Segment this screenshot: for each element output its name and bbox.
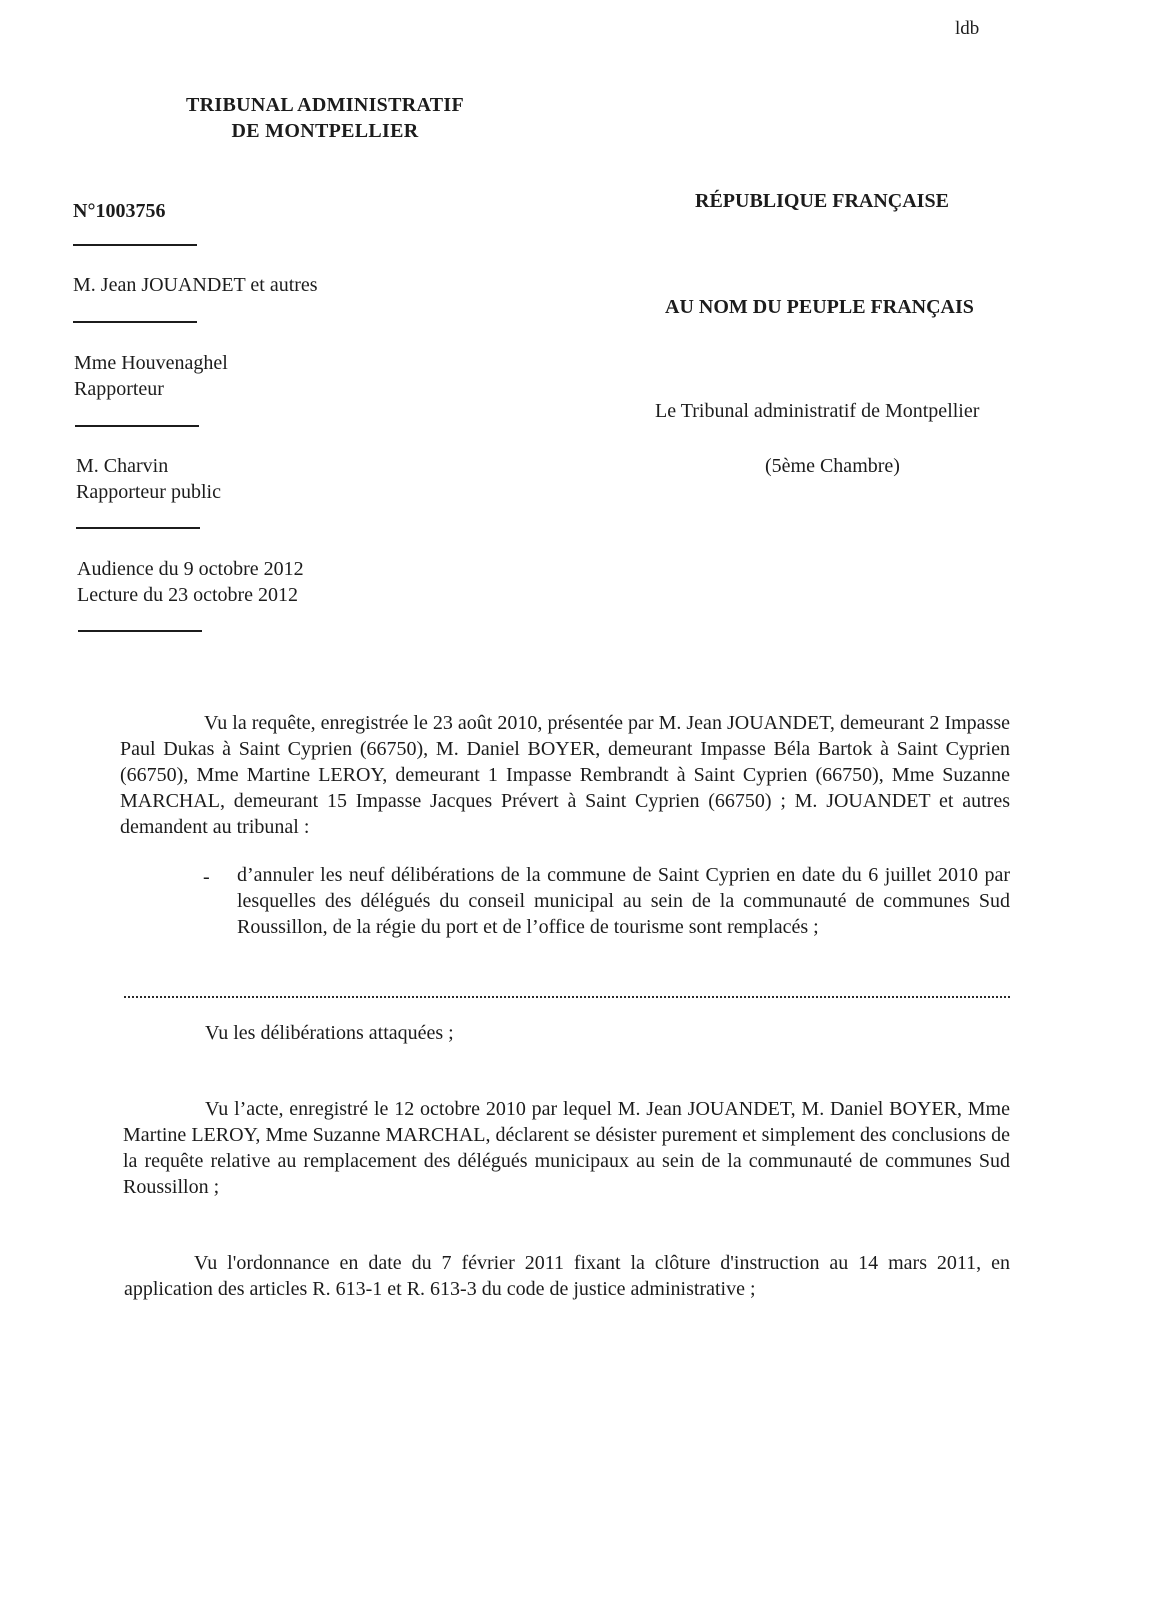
tribunal-line: Le Tribunal administratif de Montpellier: [655, 400, 980, 422]
public-rapporteur-name: M. Charvin: [76, 455, 169, 477]
separator-rule: [73, 244, 197, 246]
paragraph-requete: Vu la requête, enregistrée le 23 août 2010, présentée par M. Jean JOUANDET, demeurant 2 Impasse Paul Dukas à Saint Cyprien (66750), M. Daniel BOYER, demeurant Impasse Béla Bartok à Saint Cyprien (66750), Mme Martine LEROY, demeurant 1 Impasse Rembrandt à Saint Cyprien (66750), Mme Suzanne MARCHAL, demeurant 15 Impasse Jacques Prévert à Saint Cyprien (66750) ; M. JOUANDET et autres demandent au tribunal :: [120, 712, 1010, 838]
separator-rule: [76, 527, 200, 529]
separator-rule: [78, 630, 202, 632]
paragraph-deliberations: Vu les délibérations attaquées ;: [205, 1022, 454, 1044]
court-name-line2: DE MONTPELLIER: [231, 120, 419, 142]
bullet-dash: -: [203, 866, 210, 888]
court-name-line1: TRIBUNAL ADMINISTRATIF: [186, 94, 464, 116]
separator-rule: [73, 321, 197, 323]
people-heading: AU NOM DU PEUPLE FRANÇAIS: [665, 296, 974, 318]
public-rapporteur-role: Rapporteur public: [76, 481, 221, 503]
court-name: [130, 92, 520, 144]
case-number: N°1003756: [73, 200, 166, 222]
chamber: (5ème Chambre): [765, 455, 900, 477]
paragraph-bullet: d’annuler les neuf délibérations de la commune de Saint Cyprien en date du 6 juillet 2010 par lesquelles des délégués du conseil municipal au sein de la communauté de communes Sud Roussillon, de la régie du port et de l’office de tourisme sont remplacés ;: [237, 864, 1010, 938]
paragraph-acte: Vu l’acte, enregistré le 12 octobre 2010 par lequel M. Jean JOUANDET, M. Daniel BOYER, Mme Martine LEROY, Mme Suzanne MARCHAL, déclarent se désister purement et simplement des conclusions de la requête relative au remplacement des délégués municipaux au sein de la communauté de communes Sud Roussillon ;: [123, 1098, 1010, 1198]
reading-date: Lecture du 23 octobre 2012: [77, 584, 299, 606]
paragraph-ordonnance: Vu l'ordonnance en date du 7 février 2011 fixant la clôture d'instruction au 14 mars 2011, en application des articles R. 613-1 et R. 613-3 du code de justice administrative ;: [124, 1252, 1010, 1300]
republic-heading: RÉPUBLIQUE FRANÇAISE: [695, 190, 949, 212]
rapporteur-name: Mme Houvenaghel: [74, 352, 228, 374]
rapporteur-role: Rapporteur: [74, 378, 164, 400]
dotted-separator: [124, 996, 1010, 998]
hearing-date: Audience du 9 octobre 2012: [77, 558, 304, 580]
separator-rule: [75, 425, 199, 427]
initials: ldb: [955, 18, 980, 39]
parties: M. Jean JOUANDET et autres: [73, 274, 318, 296]
